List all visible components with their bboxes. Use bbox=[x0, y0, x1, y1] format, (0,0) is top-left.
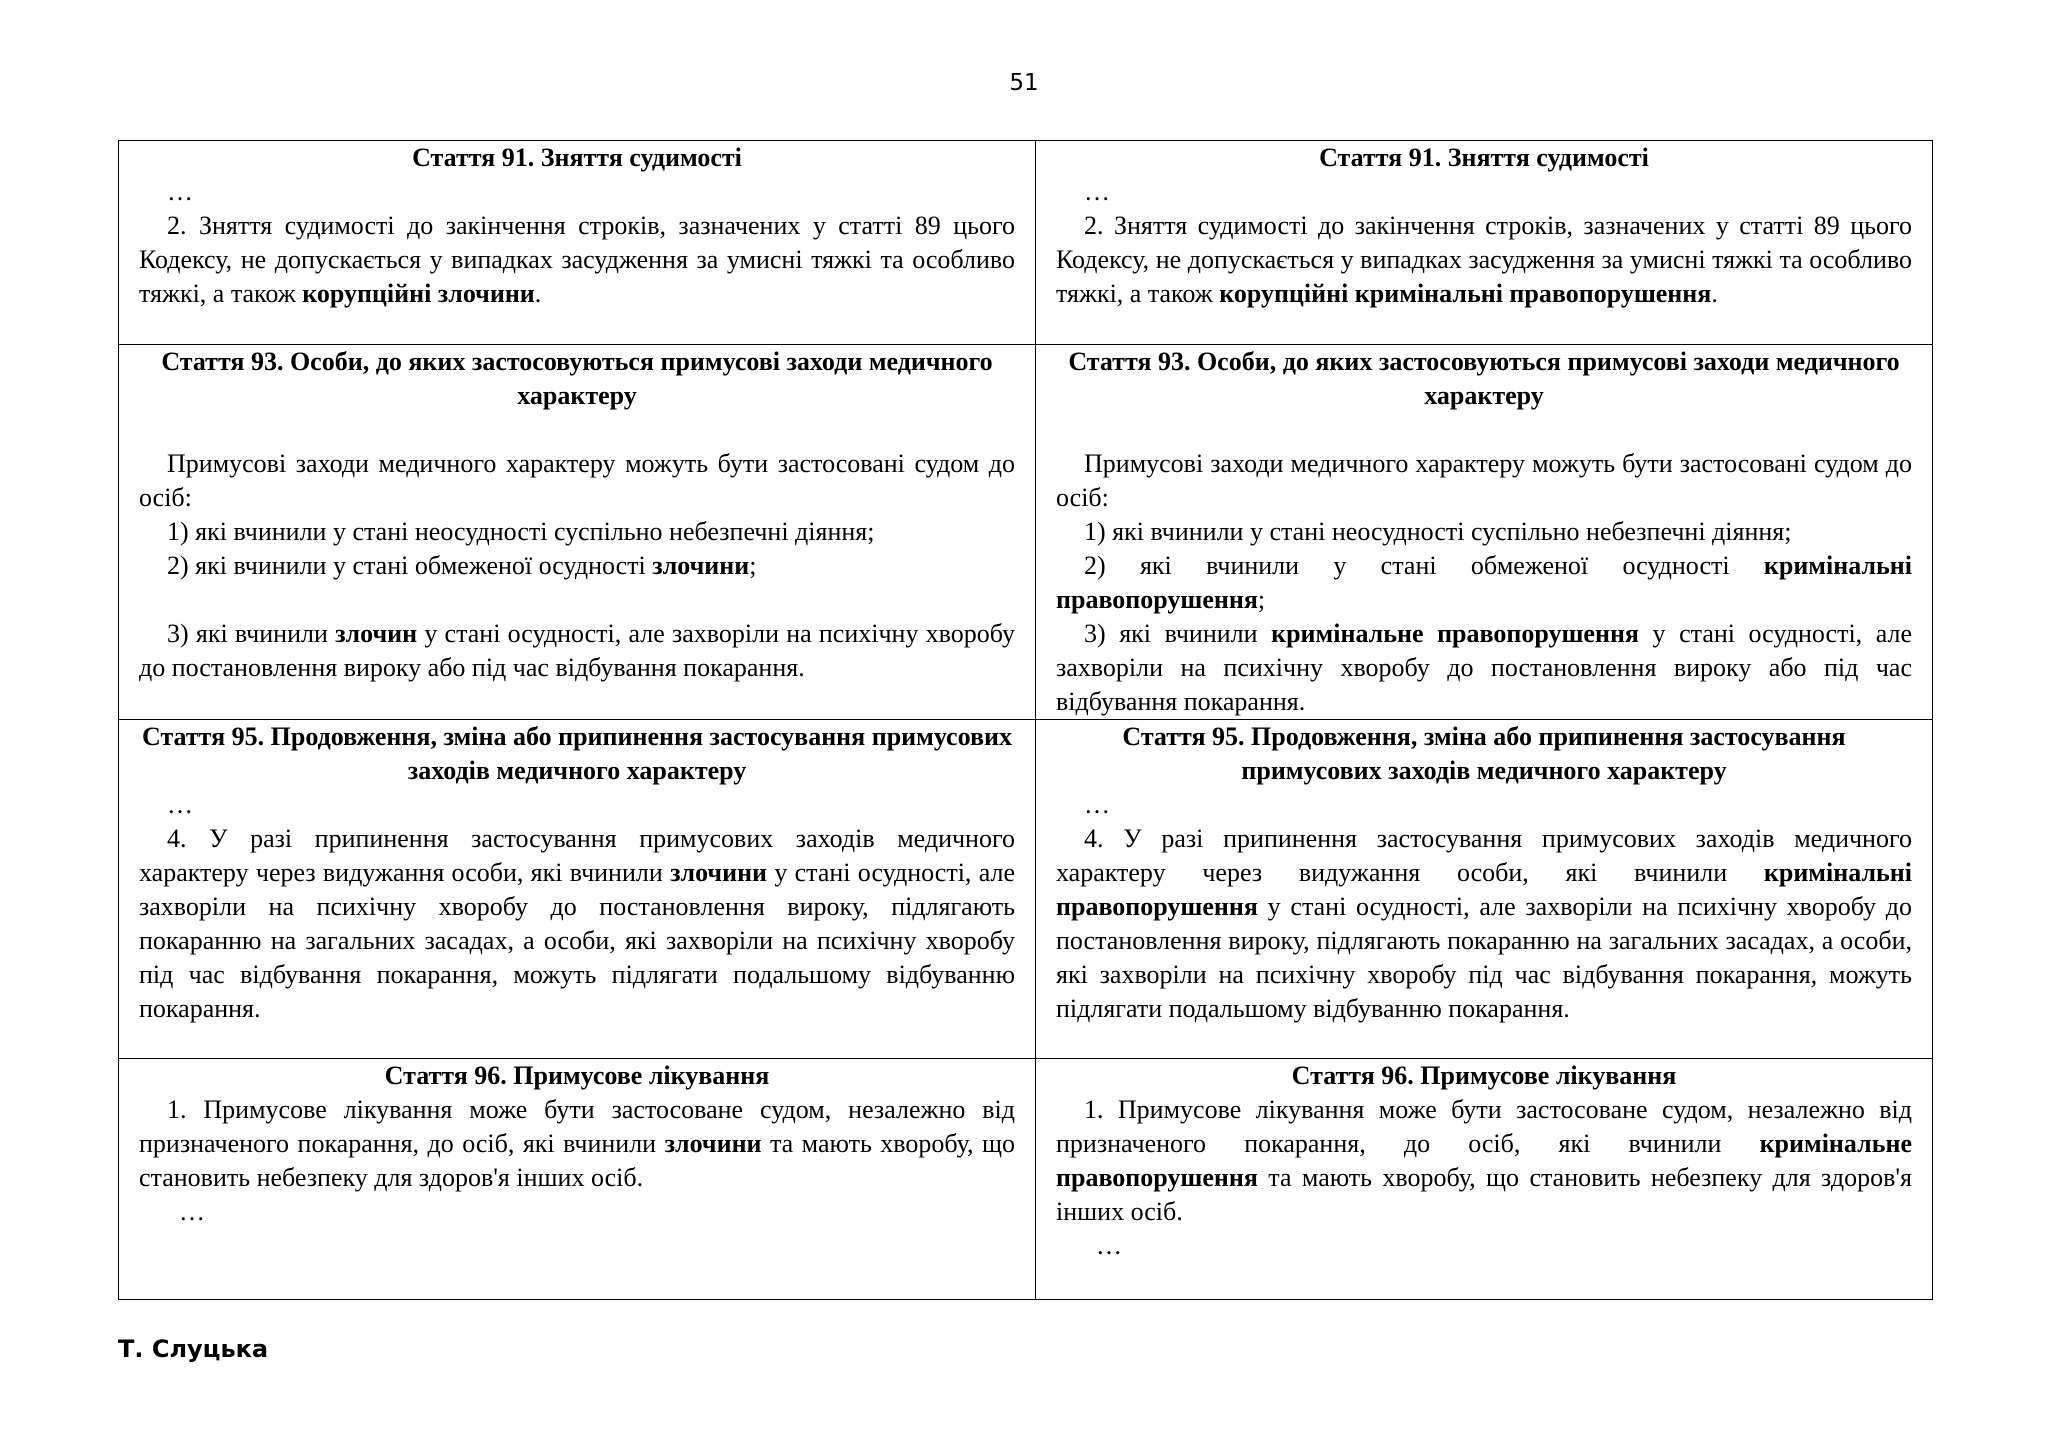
highlighted-term: злочини bbox=[670, 858, 768, 887]
ellipsis: … bbox=[1084, 177, 1110, 206]
article-title: Стаття 93. Особи, до яких застосовуються примусові заходи медичного характеру bbox=[161, 347, 993, 410]
article-paragraph: 1. Примусове лікування може бути застосоване судом, незалежно від призначеного покарання, до осіб, які вчинили злочини та мають хворобу, що становить небезпеку для здоров'я інших осіб. bbox=[139, 1095, 1015, 1192]
cell-current-text bbox=[119, 345, 1036, 720]
highlighted-term: кримінальні правопорушення bbox=[1056, 858, 1912, 921]
ellipsis: … bbox=[179, 1197, 205, 1226]
highlighted-term: злочини bbox=[664, 1129, 762, 1158]
highlighted-term: кримінальне правопорушення bbox=[1271, 619, 1639, 648]
article-paragraph: 2. Зняття судимості до закінчення строків, зазначених у статті 89 цього Кодексу, не допускається у випадках засудження за умисні тяжкі та особливо тяжкі, а також корупційні злочини. bbox=[139, 211, 1015, 308]
cell-current-text bbox=[119, 141, 1036, 345]
article-paragraph: Примусові заходи медичного характеру можуть бути застосовані судом до осіб: bbox=[1056, 449, 1912, 512]
article-item: 2) які вчинили у стані обмеженої осудності кримінальні правопорушення; bbox=[1056, 551, 1912, 614]
table-row bbox=[119, 141, 1933, 345]
ellipsis: … bbox=[167, 177, 193, 206]
article-paragraph: Примусові заходи медичного характеру можуть бути застосовані судом до осіб: bbox=[139, 449, 1015, 512]
cell-current-text bbox=[119, 1059, 1036, 1300]
article-paragraph: 4. У разі припинення застосування примусових заходів медичного характеру через видужання особи, які вчинили кримінальні правопорушення у стані осудності, але захворіли на психічну хворобу до постановлення вироку, підлягають покаранню на загальних засадах, а особи, які захворіли на психічну хворобу під час відбування покарання, можуть підлягати подальшому відбуванню покарання. bbox=[1056, 824, 1912, 1023]
highlighted-term: корупційні кримінальні правопорушення bbox=[1219, 279, 1712, 308]
highlighted-term: злочин bbox=[335, 619, 418, 648]
article-item: 3) які вчинили злочин у стані осудності, але захворіли на психічну хворобу до постановлення вироку або під час відбування покарання. bbox=[139, 619, 1016, 682]
cell-proposed-text bbox=[1036, 720, 1933, 1059]
comparison-table bbox=[118, 140, 1933, 1300]
highlighted-term: корупційні злочини bbox=[302, 279, 535, 308]
highlighted-term: кримінальні правопорушення bbox=[1056, 551, 1912, 614]
page-number: 51 bbox=[1009, 70, 1039, 96]
table-row bbox=[119, 720, 1933, 1059]
article-paragraph: 1. Примусове лікування може бути застосоване судом, незалежно від призначеного покарання, до осіб, які вчинили кримінальне правопорушення та мають хворобу, що становить небезпеку для здоров'я інших осіб. bbox=[1056, 1095, 1912, 1226]
cell-proposed-text bbox=[1036, 141, 1933, 345]
article-title: Стаття 91. Зняття судимості bbox=[412, 143, 742, 172]
cell-proposed-text bbox=[1036, 345, 1933, 720]
highlighted-term: злочини bbox=[652, 551, 750, 580]
article-title: Стаття 96. Примусове лікування bbox=[384, 1061, 770, 1090]
table-row bbox=[119, 1059, 1933, 1300]
article-item: 1) які вчинили у стані неосудності суспільно небезпечні діяння; bbox=[1084, 517, 1792, 546]
ellipsis: … bbox=[1084, 790, 1110, 819]
article-paragraph: 4. У разі припинення застосування примусових заходів медичного характеру через видужання особи, які вчинили злочини у стані осудності, але захворіли на психічну хворобу до постановлення вироку, підлягають покаранню на загальних засадах, а особи, які захворіли на психічну хворобу під час відбування покарання, можуть підлягати подальшому відбуванню покарання. bbox=[139, 824, 1015, 1023]
article-title: Стаття 95. Продовження, зміна або припинення застосування примусових заходів медичного характеру bbox=[1122, 722, 1846, 785]
cell-current-text bbox=[119, 720, 1036, 1059]
article-paragraph: 2. Зняття судимості до закінчення строків, зазначених у статті 89 цього Кодексу, не допускається у випадках засудження за умисні тяжкі та особливо тяжкі, а також корупційні кримінальні правопорушення. bbox=[1056, 211, 1912, 308]
cell-proposed-text bbox=[1036, 1059, 1933, 1300]
author-signature: Т. Слуцька bbox=[118, 1335, 269, 1363]
ellipsis: … bbox=[1096, 1231, 1122, 1260]
article-item: 2) які вчинили у стані обмеженої осудності злочини; bbox=[167, 551, 757, 580]
article-item: 3) які вчинили кримінальне правопорушення у стані осудності, але захворіли на психічну хворобу до постановлення вироку або під час відбування покарання. bbox=[1056, 619, 1912, 716]
article-title: Стаття 95. Продовження, зміна або припинення застосування примусових заходів медичного характеру bbox=[142, 722, 1012, 785]
article-title: Стаття 93. Особи, до яких застосовуються примусові заходи медичного характеру bbox=[1068, 347, 1900, 410]
table-row bbox=[119, 345, 1933, 720]
ellipsis: … bbox=[167, 790, 193, 819]
article-item: 1) які вчинили у стані неосудності суспільно небезпечні діяння; bbox=[167, 517, 875, 546]
article-title: Стаття 91. Зняття судимості bbox=[1319, 143, 1649, 172]
article-title: Стаття 96. Примусове лікування bbox=[1291, 1061, 1677, 1090]
highlighted-term: кримінальне правопорушення bbox=[1056, 1129, 1912, 1192]
